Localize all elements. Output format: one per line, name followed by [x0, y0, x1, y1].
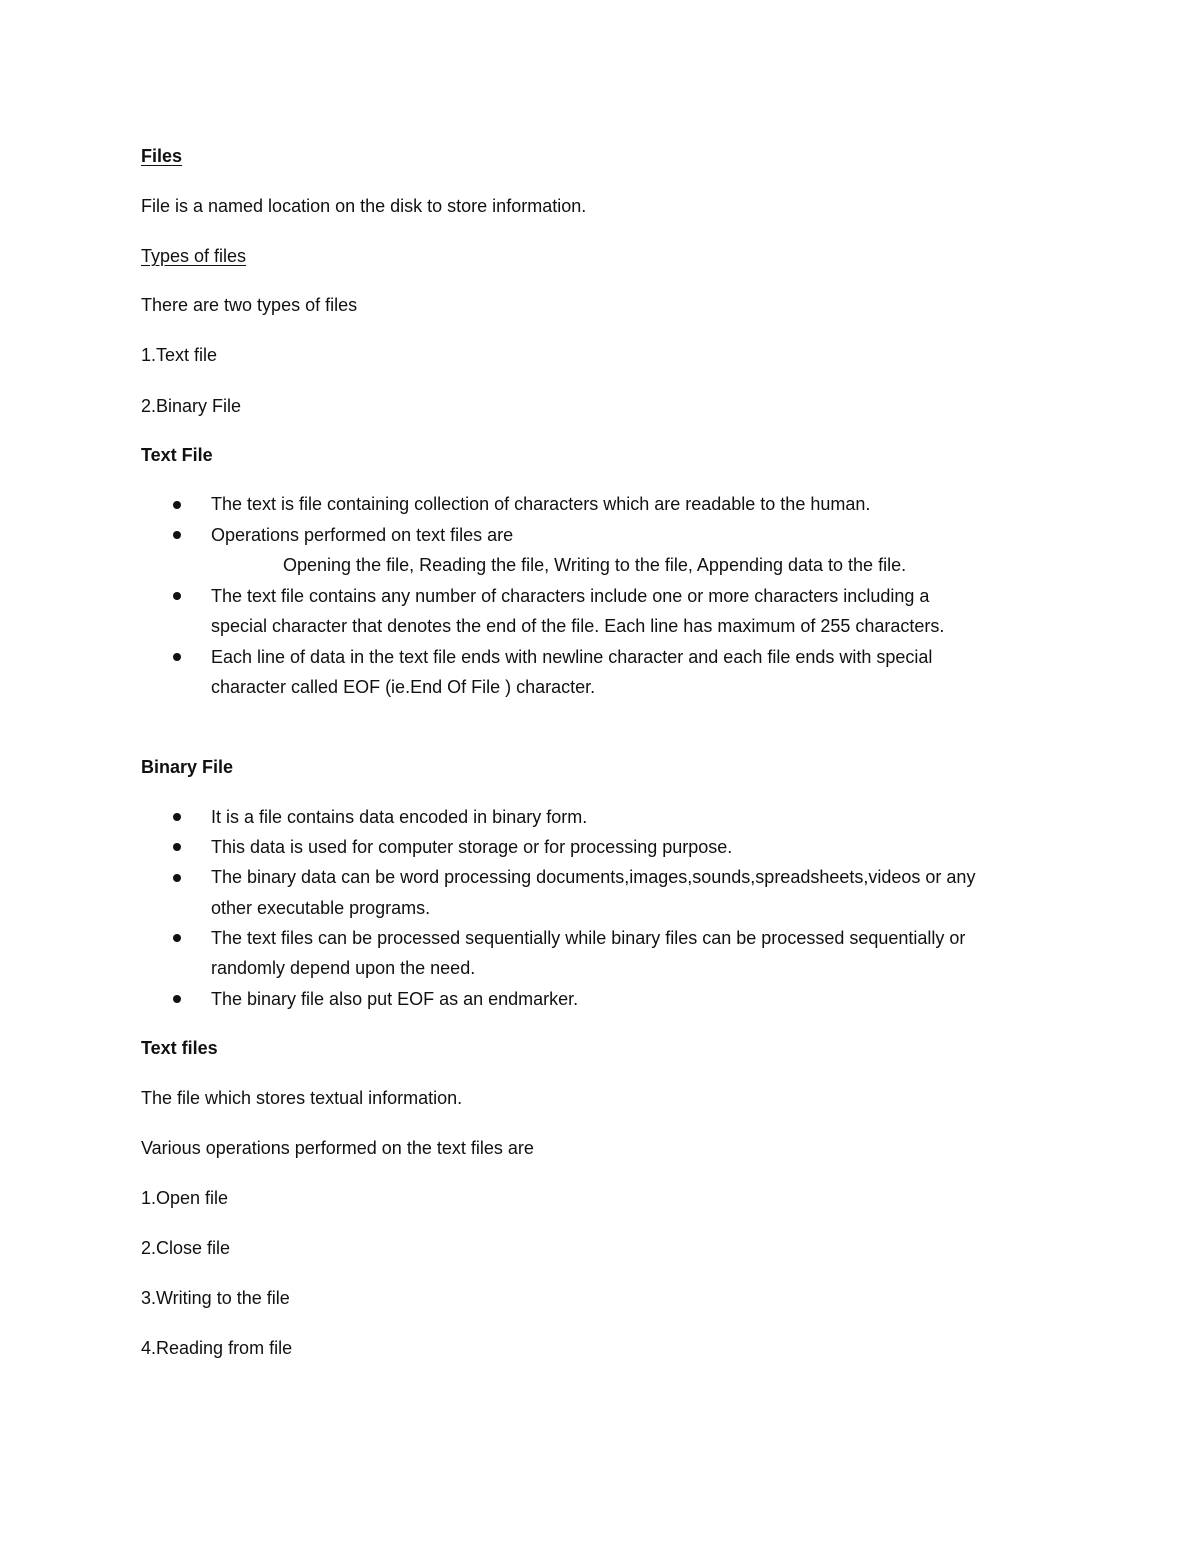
bullet-icon — [173, 592, 181, 600]
bullet-icon — [173, 813, 181, 821]
binary-file-bullet-5: The binary file also put EOF as an endmarker. — [211, 989, 579, 1009]
text-file-heading: Text File — [141, 445, 213, 465]
text-file-bullet-4-line-1: Each line of data in the text file ends with newline character and each file ends with special — [211, 647, 933, 667]
text-file-bullet-3-line-2: special character that denotes the end of the file. Each line has maximum of 255 characters. — [211, 616, 945, 636]
types-intro: There are two types of files — [141, 295, 358, 315]
text-files-ops-intro: Various operations performed on the text files are — [141, 1138, 534, 1158]
bullet-icon — [173, 501, 181, 509]
text-file-bullet-2: Operations performed on text files are — [211, 525, 514, 545]
page-title: Files — [141, 146, 183, 166]
text-files-definition: The file which stores textual information. — [141, 1088, 463, 1108]
text-files-op-3: 3.Writing to the file — [141, 1288, 290, 1308]
bullet-icon — [173, 843, 181, 851]
text-files-op-1: 1.Open file — [141, 1188, 229, 1208]
bullet-icon — [173, 653, 181, 661]
types-list-item-1: 1.Text file — [141, 345, 218, 365]
bullet-icon — [173, 874, 181, 882]
types-heading: Types of files — [141, 246, 247, 266]
binary-file-bullet-3-line-2: other executable programs. — [211, 898, 431, 918]
text-files-op-2: 2.Close file — [141, 1238, 231, 1258]
binary-file-bullet-1: It is a file contains data encoded in binary form. — [211, 807, 588, 827]
binary-file-bullet-4-line-2: randomly depend upon the need. — [211, 958, 476, 978]
text-file-bullet-2-sub: Opening the file, Reading the file, Writing to the file, Appending data to the file. — [283, 555, 907, 575]
text-files-op-4: 4.Reading from file — [141, 1338, 293, 1358]
binary-file-bullet-4-line-1: The text files can be processed sequentially while binary files can be processed sequentially or — [211, 928, 966, 948]
files-definition: File is a named location on the disk to store information. — [141, 196, 587, 216]
types-list-item-2: 2.Binary File — [141, 396, 242, 416]
text-file-bullet-4-line-2: character called EOF (ie.End Of File ) character. — [211, 677, 596, 697]
text-files-heading: Text files — [141, 1038, 218, 1058]
binary-file-bullet-2: This data is used for computer storage or for processing purpose. — [211, 837, 733, 857]
binary-file-bullet-3-line-1: The binary data can be word processing documents,images,sounds,spreadsheets,videos or any — [211, 867, 976, 887]
bullet-icon — [173, 531, 181, 539]
text-file-bullet-3-line-1: The text file contains any number of characters include one or more characters including a — [211, 586, 930, 606]
text-file-bullet-1: The text is file containing collection of characters which are readable to the human. — [211, 494, 871, 514]
binary-file-heading: Binary File — [141, 757, 234, 777]
bullet-icon — [173, 995, 181, 1003]
bullet-icon — [173, 934, 181, 942]
